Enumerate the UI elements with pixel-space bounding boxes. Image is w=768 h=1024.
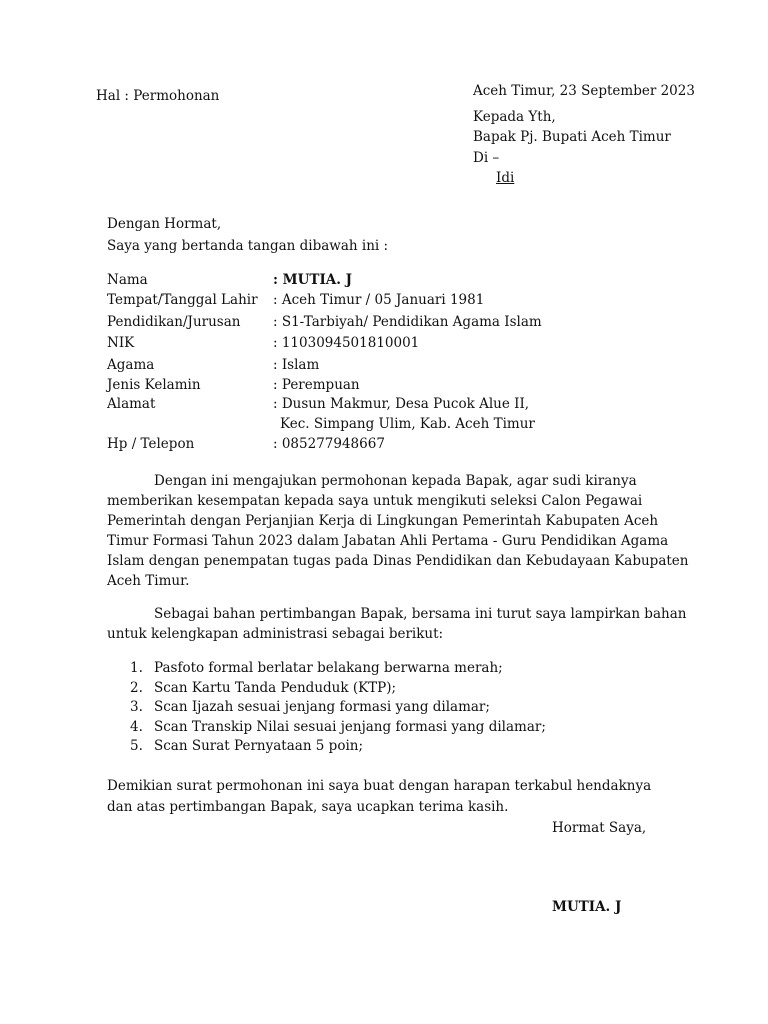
paragraph-line: Timur Formasi Tahun 2023 dalam Jabatan Ahli Pertama - Guru Pendidikan Agama xyxy=(107,533,669,549)
identity-row xyxy=(107,436,707,456)
identity-value: : S1-Tarbiyah/ Pendidikan Agama Islam xyxy=(273,314,542,330)
identity-row xyxy=(107,314,707,334)
identity-row xyxy=(107,396,707,416)
list-number: 3. xyxy=(130,699,143,715)
identity-value: : 1103094501810001 xyxy=(273,335,420,351)
greeting: Dengan Hormat, xyxy=(107,216,222,232)
identity-label: Pendidikan/Jurusan xyxy=(107,314,241,330)
list-number: 5. xyxy=(130,738,143,754)
list-item xyxy=(130,680,396,696)
paragraph-line: Islam dengan penempatan tugas pada Dinas Pendidikan dan Kebudayaan Kabupaten xyxy=(107,553,689,569)
identity-row xyxy=(107,416,707,436)
list-text: Scan Transkip Nilai sesuai jenjang formasi yang dilamar; xyxy=(154,719,546,735)
identity-row xyxy=(107,377,707,397)
identity-row xyxy=(107,357,707,377)
list-number: 2. xyxy=(130,680,143,696)
subject-line: Hal : Permohonan xyxy=(96,88,220,104)
identity-label: Agama xyxy=(107,357,155,373)
place-date: Aceh Timur, 23 September 2023 xyxy=(473,83,695,99)
identity-row xyxy=(107,272,707,292)
recipient-greeting: Kepada Yth, xyxy=(473,109,556,125)
identity-label: Tempat/Tanggal Lahir xyxy=(107,292,258,308)
identity-value: : Dusun Makmur, Desa Pucok Alue II, xyxy=(273,396,530,412)
list-item xyxy=(130,719,546,735)
list-item xyxy=(130,660,503,676)
identity-value: : MUTIA. J xyxy=(273,272,353,288)
list-text: Scan Surat Pernyataan 5 poin; xyxy=(154,738,364,754)
identity-value: : Islam xyxy=(273,357,320,373)
list-item xyxy=(130,699,490,715)
paragraph-line: Sebagai bahan pertimbangan Bapak, bersama ini turut saya lampirkan bahan xyxy=(154,606,687,622)
list-number: 1. xyxy=(130,660,143,676)
paragraph-line: untuk kelengkapan administrasi sebagai berikut: xyxy=(107,626,444,642)
list-text: Scan Ijazah sesuai jenjang formasi yang dilamar; xyxy=(154,699,490,715)
identity-row xyxy=(107,292,707,312)
identity-value: : 085277948667 xyxy=(273,436,385,452)
list-text: Pasfoto formal berlatar belakang berwarna merah; xyxy=(154,660,503,676)
identity-row xyxy=(107,335,707,355)
paragraph-line: Pemerintah dengan Perjanjian Kerja di Lingkungan Pemerintah Kabupaten Aceh xyxy=(107,513,659,529)
paragraph-line: dan atas pertimbangan Bapak, saya ucapkan terima kasih. xyxy=(107,799,509,815)
identity-label: Alamat xyxy=(107,396,156,412)
identity-label: Hp / Telepon xyxy=(107,436,195,452)
recipient-name: Bapak Pj. Bupati Aceh Timur xyxy=(473,129,671,145)
paragraph-line: Demikian surat permohonan ini saya buat dengan harapan terkabul hendaknya xyxy=(107,778,652,794)
paragraph-line: Aceh Timur. xyxy=(107,573,190,589)
recipient-di: Di – xyxy=(473,150,500,166)
identity-value: : Perempuan xyxy=(273,377,360,393)
identity-value: : Aceh Timur / 05 Januari 1981 xyxy=(273,292,485,308)
paragraph-line: Dengan ini mengajukan permohonan kepada Bapak, agar sudi kiranya xyxy=(154,473,637,489)
regards-line: Hormat Saya, xyxy=(552,820,647,836)
identity-label: Jenis Kelamin xyxy=(107,377,201,393)
list-number: 4. xyxy=(130,719,143,735)
intro-line: Saya yang bertanda tangan dibawah ini : xyxy=(107,238,389,254)
list-text: Scan Kartu Tanda Penduduk (KTP); xyxy=(154,680,397,696)
identity-label: NIK xyxy=(107,335,135,351)
recipient-location: Idi xyxy=(496,170,515,186)
list-item xyxy=(130,738,363,754)
signer-name: MUTIA. J xyxy=(552,899,622,915)
paragraph-line: memberikan kesempatan kepada saya untuk mengikuti seleksi Calon Pegawai xyxy=(107,493,643,509)
identity-label: Nama xyxy=(107,272,148,288)
identity-value: Kec. Simpang Ulim, Kab. Aceh Timur xyxy=(280,416,535,432)
